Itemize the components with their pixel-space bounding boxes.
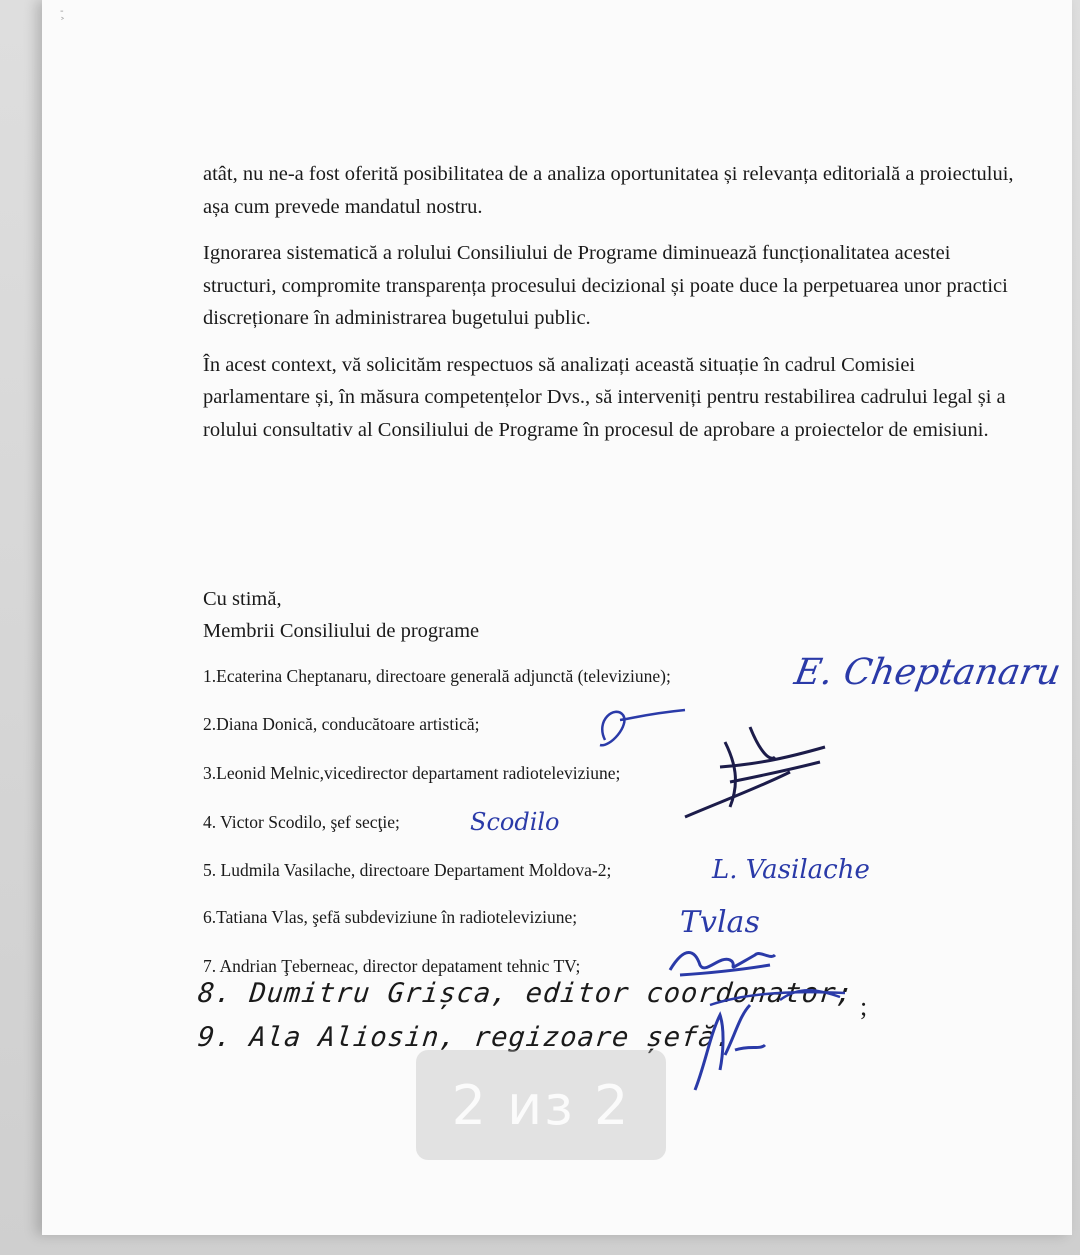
member-5: 5. Ludmila Vasilache, directoare Departament Moldova-2; [203, 860, 612, 880]
paragraph-2: Ignorarea sistematică a rolului Consiliului de Programe diminuează funcționalitatea acestei structuri, compromite transparența procesului decizional și poate duce la perpetuarea unor practici discreționare în administrarea bugetului public. [203, 242, 1008, 329]
signatories-heading: Membrii Consiliului de programe [203, 620, 480, 642]
paragraph-3: În acest context, vă solicităm respectuos să analizați această situație în cadrul Comisiei parlamentare și, în măsura competențelor Dvs., să interveniți pentru restabilirea cadrului legal și a rolului consultativ al Consiliului de Programe în procesul de aprobare a proiectelor de emisiuni. [203, 353, 1006, 441]
signature-donica [585, 700, 695, 755]
signature-aliosin [665, 995, 775, 1100]
handwritten-semicolon: ; [860, 992, 868, 1021]
handwritten-member-9: 9. Ala Aliosin, regizoare șefă. [196, 1022, 735, 1053]
signature-vasilache: L. Vasilache [712, 855, 870, 885]
closing-block [203, 583, 903, 647]
member-7: 7. Andrian Ţeberneac, director depatament tehnic TV; [203, 956, 581, 976]
closing-salutation: Cu stimă, [203, 588, 282, 610]
member-6: 6.Tatiana Vlas, şefă subdeviziune în radioteleviziune; [203, 907, 578, 927]
page-indicator [416, 1050, 666, 1160]
paragraph-1: atât, nu ne-a fost oferită posibilitatea de a analiza oportunitatea și relevanța editorială a proiectului, așa cum prevede mandatul nostru. [203, 163, 1014, 218]
scan-corner-marks: - ˃ [60, 6, 115, 28]
member-2: 2.Diana Donică, conducătoare artistică; [203, 714, 480, 734]
signature-cheptanaru: E. Cheptanaru [791, 652, 1064, 693]
member-3: 3.Leonid Melnic,vicedirector departament radioteleviziune; [203, 763, 621, 783]
handwritten-member-8: 8. Dumitru Grișca, editor coordonator; [196, 978, 856, 1009]
letter-body [203, 158, 1023, 460]
page-indicator-text: 2 из 2 [451, 1073, 631, 1137]
signature-scodilo: Scodilo [470, 808, 560, 836]
signature-vlas: Tvlas [680, 905, 760, 940]
member-1: 1.Ecaterina Cheptanaru, directoare generală adjunctă (televiziune); [203, 666, 671, 686]
signature-melnic [680, 712, 830, 822]
member-4: 4. Victor Scodilo, şef secţie; [203, 812, 400, 832]
